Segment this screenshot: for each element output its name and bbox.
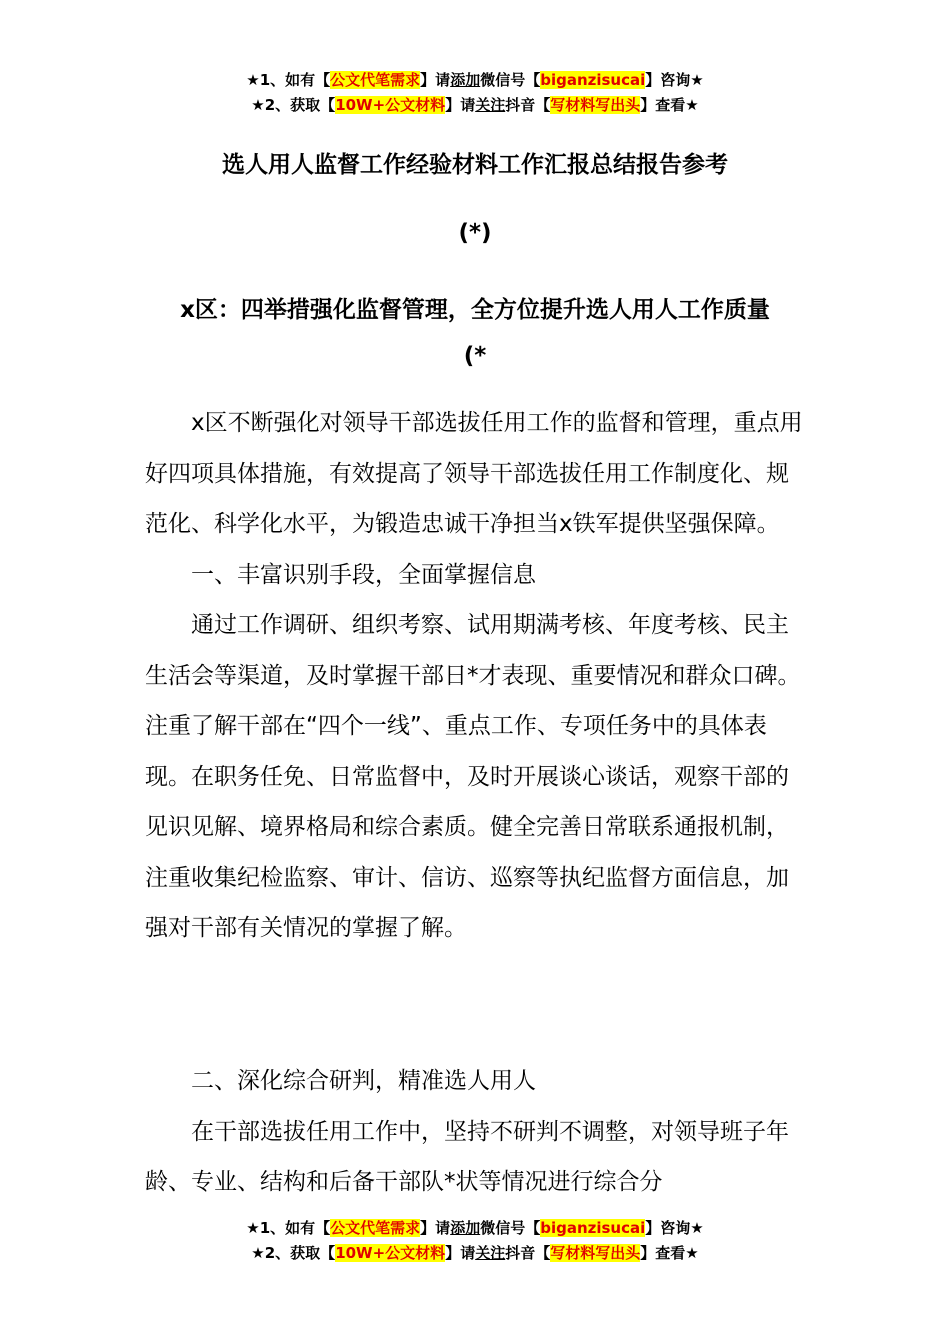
document-body-part-2 xyxy=(145,1056,810,1208)
document-title-suffix: (*) xyxy=(458,220,492,246)
promo-line-2: ★2、获取【10W+公文材料】请关注抖音【写材料写出头】查看★ xyxy=(251,96,699,114)
document-subtitle-suffix: (* xyxy=(463,343,487,369)
highlight-text: 公文代笔需求 xyxy=(330,1219,421,1237)
highlight-text: 10W+公文材料 xyxy=(335,1244,446,1262)
promo-line-1: ★1、如有【公文代笔需求】请添加微信号【biganzisucai】咨询★ xyxy=(246,71,704,89)
intro-paragraph: x区不断强化对领导干部选拔任用工作的监督和管理，重点用好四项具体措施，有效提高了领导干部选拔任用工作制度化、规范化、科学化水平，为锻造忠诚干净担当x铁军提供坚强保障。 xyxy=(145,410,803,537)
section-heading-1: 一、丰富识别手段，全面掌握信息 xyxy=(191,561,536,588)
wechat-id: biganzisucai xyxy=(540,71,646,89)
promo-banner-bottom xyxy=(0,1216,950,1266)
section-paragraph-2: 在干部选拔任用工作中，坚持不研判不调整，对领导班子年龄、专业、结构和后备干部队*状等情况进行综合分 xyxy=(145,1118,789,1195)
promo-line-2: ★2、获取【10W+公文材料】请关注抖音【写材料写出头】查看★ xyxy=(251,1244,699,1262)
document-subtitle: x区：四举措强化监督管理，全方位提升选人用人工作质量 xyxy=(180,297,770,323)
section-heading-2: 二、深化综合研判，精准选人用人 xyxy=(191,1068,536,1094)
douyin-id: 写材料写出头 xyxy=(550,96,641,114)
section-paragraph-1: 通过工作调研、组织考察、试用期满考核、年度考核、民主生活会等渠道，及时掌握干部日*才表现、重要情况和群众口碑。注重了解干部在“四个一线”、重点工作、专项任务中的具体表现。在职务任免、日常监督中，及时开展谈心谈话，观察干部的见识见解、境界格局和综合素质。健全完善日常联系通报机制，注重收集纪检监察、审计、信访、巡察等执纪监督方面信息，加强对干部有关情况的掌握了解。 xyxy=(145,612,801,941)
douyin-id: 写材料写出头 xyxy=(550,1244,641,1262)
promo-line-1: ★1、如有【公文代笔需求】请添加微信号【biganzisucai】咨询★ xyxy=(246,1219,704,1237)
highlight-text: 10W+公文材料 xyxy=(335,96,446,114)
document-title: 选人用人监督工作经验材料工作汇报总结报告参考 xyxy=(222,152,728,178)
document-body-part-1 xyxy=(145,398,810,954)
promo-banner-top xyxy=(0,68,950,118)
highlight-text: 公文代笔需求 xyxy=(330,71,421,89)
wechat-id: biganzisucai xyxy=(540,1219,646,1237)
